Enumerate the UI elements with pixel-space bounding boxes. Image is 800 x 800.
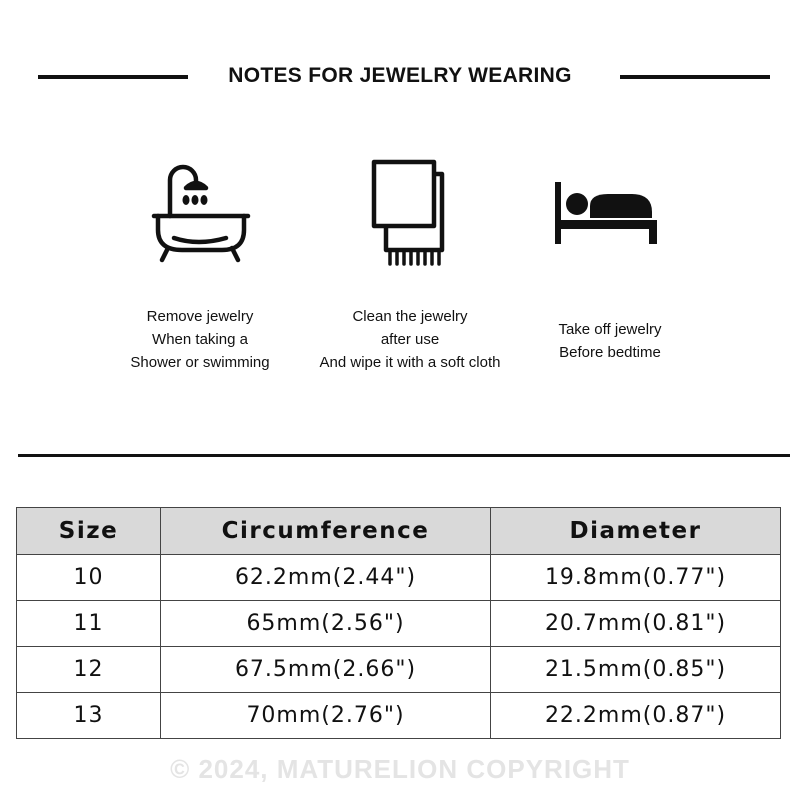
table-row [17, 693, 781, 739]
page-title: NOTES FOR JEWELRY WEARING [0, 64, 800, 88]
table-header-row [17, 508, 781, 555]
note-caption-shower: Remove jewelry When taking a Shower or swimming [130, 308, 270, 371]
section-divider [18, 454, 790, 457]
copyright-watermark: © 2024, MATURELION COPYRIGHT [170, 754, 630, 784]
table-row [17, 601, 781, 647]
note-caption-clean: Clean the jewelry after use And wipe it with a soft cloth [319, 308, 501, 371]
column-header-circumference: Circumference [161, 508, 491, 555]
diameter-cell: 21.5mm(0.85") [491, 647, 781, 693]
diameter-cell: 20.7mm(0.81") [491, 601, 781, 647]
column-header-diameter: Diameter [491, 508, 781, 555]
size-cell: 11 [17, 601, 161, 647]
circumference-cell: 67.5mm(2.66") [161, 647, 491, 693]
circumference-cell: 70mm(2.76") [161, 693, 491, 739]
bathtub-shower-icon [148, 158, 252, 268]
column-header-size: Size [17, 508, 161, 555]
circumference-cell: 62.2mm(2.44") [161, 555, 491, 601]
table-row [17, 555, 781, 601]
size-table [16, 507, 781, 739]
circumference-cell: 65mm(2.56") [161, 601, 491, 647]
bed-sleeping-icon [552, 178, 660, 248]
size-cell: 13 [17, 693, 161, 739]
table-row [17, 647, 781, 693]
diameter-cell: 22.2mm(0.87") [491, 693, 781, 739]
size-cell: 12 [17, 647, 161, 693]
note-caption-bedtime: Take off jewelry Before bedtime [558, 321, 662, 361]
towel-icon [368, 158, 452, 268]
size-cell: 10 [17, 555, 161, 601]
diameter-cell: 19.8mm(0.77") [491, 555, 781, 601]
